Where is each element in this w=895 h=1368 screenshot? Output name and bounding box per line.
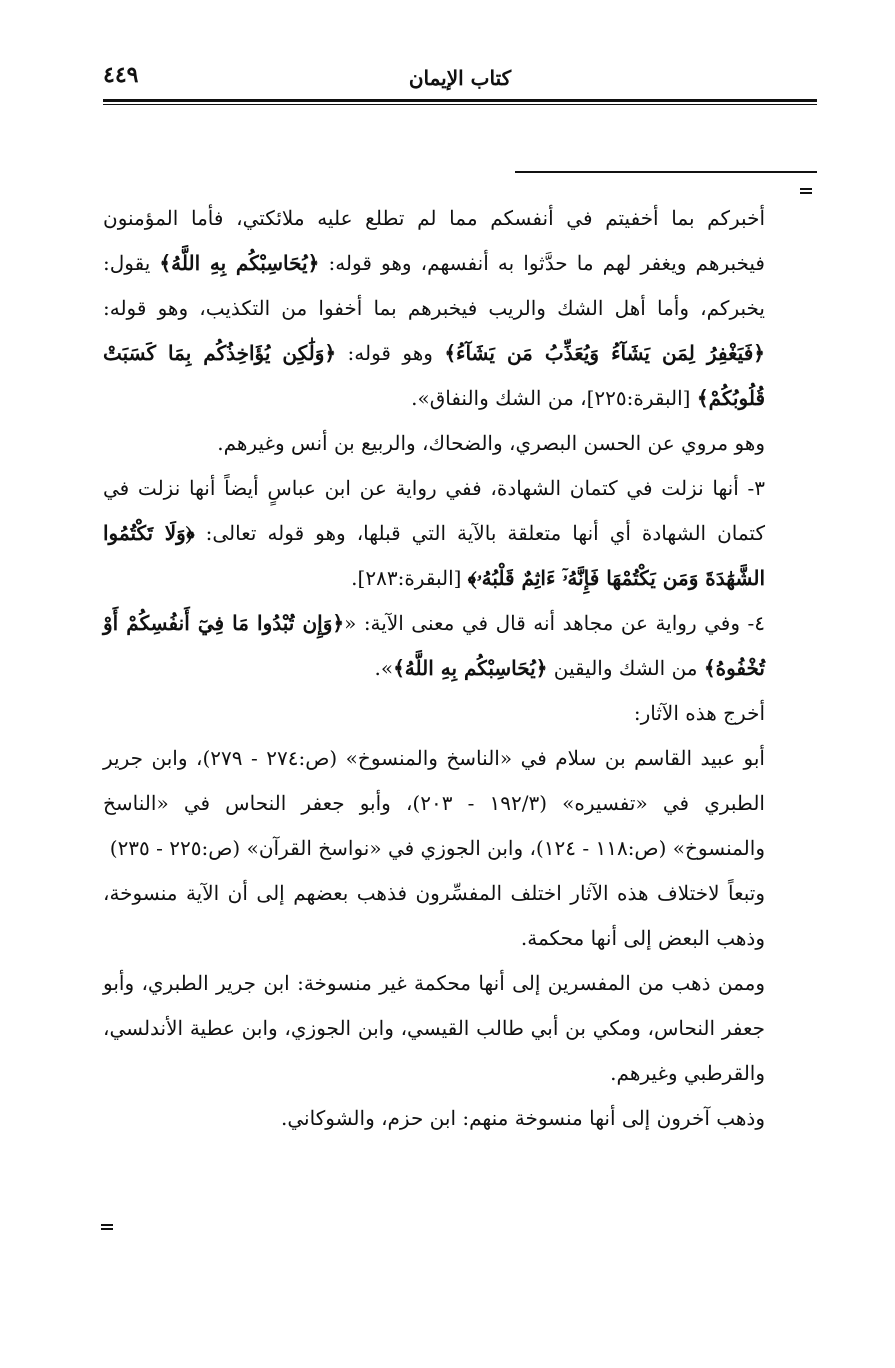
text-segment: يقول: يخبركم، وأما أهل الشك والريب فيخبرهم بما أخفوا من التكذيب، وهو قوله:	[103, 251, 765, 320]
paragraph-narrators: وهو مروي عن الحسن البصري، والضحاك، والربيع بن أنس وغيرهم.	[217, 431, 765, 455]
text-segment: [البقرة:٢٢٥]، من الشك والنفاق».	[411, 386, 697, 410]
quran-verse: ﴿يُحَاسِبْكُم بِهِ اللَّهُ﴾	[393, 656, 548, 680]
paragraph-mansukh: وذهب آخرون إلى أنها منسوخة منهم: ابن حزم، والشوكاني.	[281, 1106, 765, 1130]
quran-verse: ﴿فَيَغْفِرُ لِمَن يَشَآءُ وَيُعَذِّبُ مَن يَشَآءُ﴾	[444, 341, 765, 365]
paragraph-point-4	[103, 601, 765, 691]
quran-verse: ﴿وَلَٰكِن يُؤَاخِذُكُم بِمَا كَسَبَتْ قُلُوبُكُمْ﴾	[103, 341, 765, 410]
paragraph-quote	[103, 196, 765, 421]
paragraph-sources-heading: أخرج هذه الآثار:	[633, 701, 765, 725]
page-number: ٤٤٩	[103, 62, 139, 88]
header-rule	[103, 99, 817, 102]
margin-mark-bottom	[101, 1224, 113, 1230]
quran-verse: ﴿وَإِن تُبْدُوا مَا فِيٓ أَنفُسِكُمْ أَوْ تُخْفُوهُ﴾	[103, 611, 765, 680]
text-segment: ٣- أنها نزلت في كتمان الشهادة، ففي رواية عن ابن عباسٍ أيضاً أنها نزلت في كتمان الشهادة أي أنها متعلقة بالآية التي قبلها، وهو قوله تعالى:	[103, 476, 765, 545]
page-header	[103, 62, 817, 96]
text-segment: وهو قوله:	[336, 341, 445, 365]
margin-mark-top	[800, 188, 812, 194]
section-rule	[515, 171, 817, 173]
quran-verse: ﴿وَلَا تَكْتُمُوا الشَّهَٰدَةَ وَمَن يَكْتُمْهَا فَإِنَّهُۥٓ ءَاثِمٌ قَلْبُهُۥ﴾	[103, 521, 765, 590]
text-segment: [البقرة:٢٨٣].	[351, 566, 468, 590]
text-segment: أخبركم بما أخفيتم في أنفسكم مما لم تطلع عليه ملائكتي، فأما المؤمنون فيخبرهم ويغفر لهم ما حدَّثوا به أنفسهم، وهو قوله:	[103, 206, 765, 275]
text-segment: من الشك واليقين	[547, 656, 704, 680]
page-title: كتاب الإيمان	[408, 66, 512, 90]
paragraph-disagreement: وتبعاً لاختلاف هذه الآثار اختلف المفسِّرون فذهب بعضهم إلى أن الآية منسوخة، وذهب البعض إلى أنها محكمة.	[103, 881, 765, 950]
page-body	[103, 196, 765, 1141]
paragraph-sources: أبو عبيد القاسم بن سلام في «الناسخ والمنسوخ» (ص:٢٧٤ - ٢٧٩)، وابن جرير الطبري في «تفسيره» (١٩٢/٣ - ٢٠٣)، وأبو جعفر النحاس في «الناسخ والمنسوخ» (ص:١١٨ - ١٢٤)، وابن الجوزي في «نواسخ القرآن» (ص:٢٢٥ - ٢٣٥)	[103, 746, 765, 860]
text-segment: ».	[374, 656, 394, 680]
paragraph-muhkam: وممن ذهب من المفسرين إلى أنها محكمة غير منسوخة: ابن جرير الطبري، وأبو جعفر النحاس، ومكي بن أبي طالب القيسي، وابن الجوزي، وابن عطية الأندلسي، والقرطبي وغيرهم.	[103, 971, 765, 1085]
quran-verse: ﴿يُحَاسِبْكُم بِهِ اللَّهُ﴾	[159, 251, 320, 275]
header-rule-thin	[103, 104, 817, 105]
text-segment: ٤- وفي رواية عن مجاهد أنه قال في معنى الآية: «	[344, 611, 765, 635]
paragraph-point-3	[103, 466, 765, 601]
